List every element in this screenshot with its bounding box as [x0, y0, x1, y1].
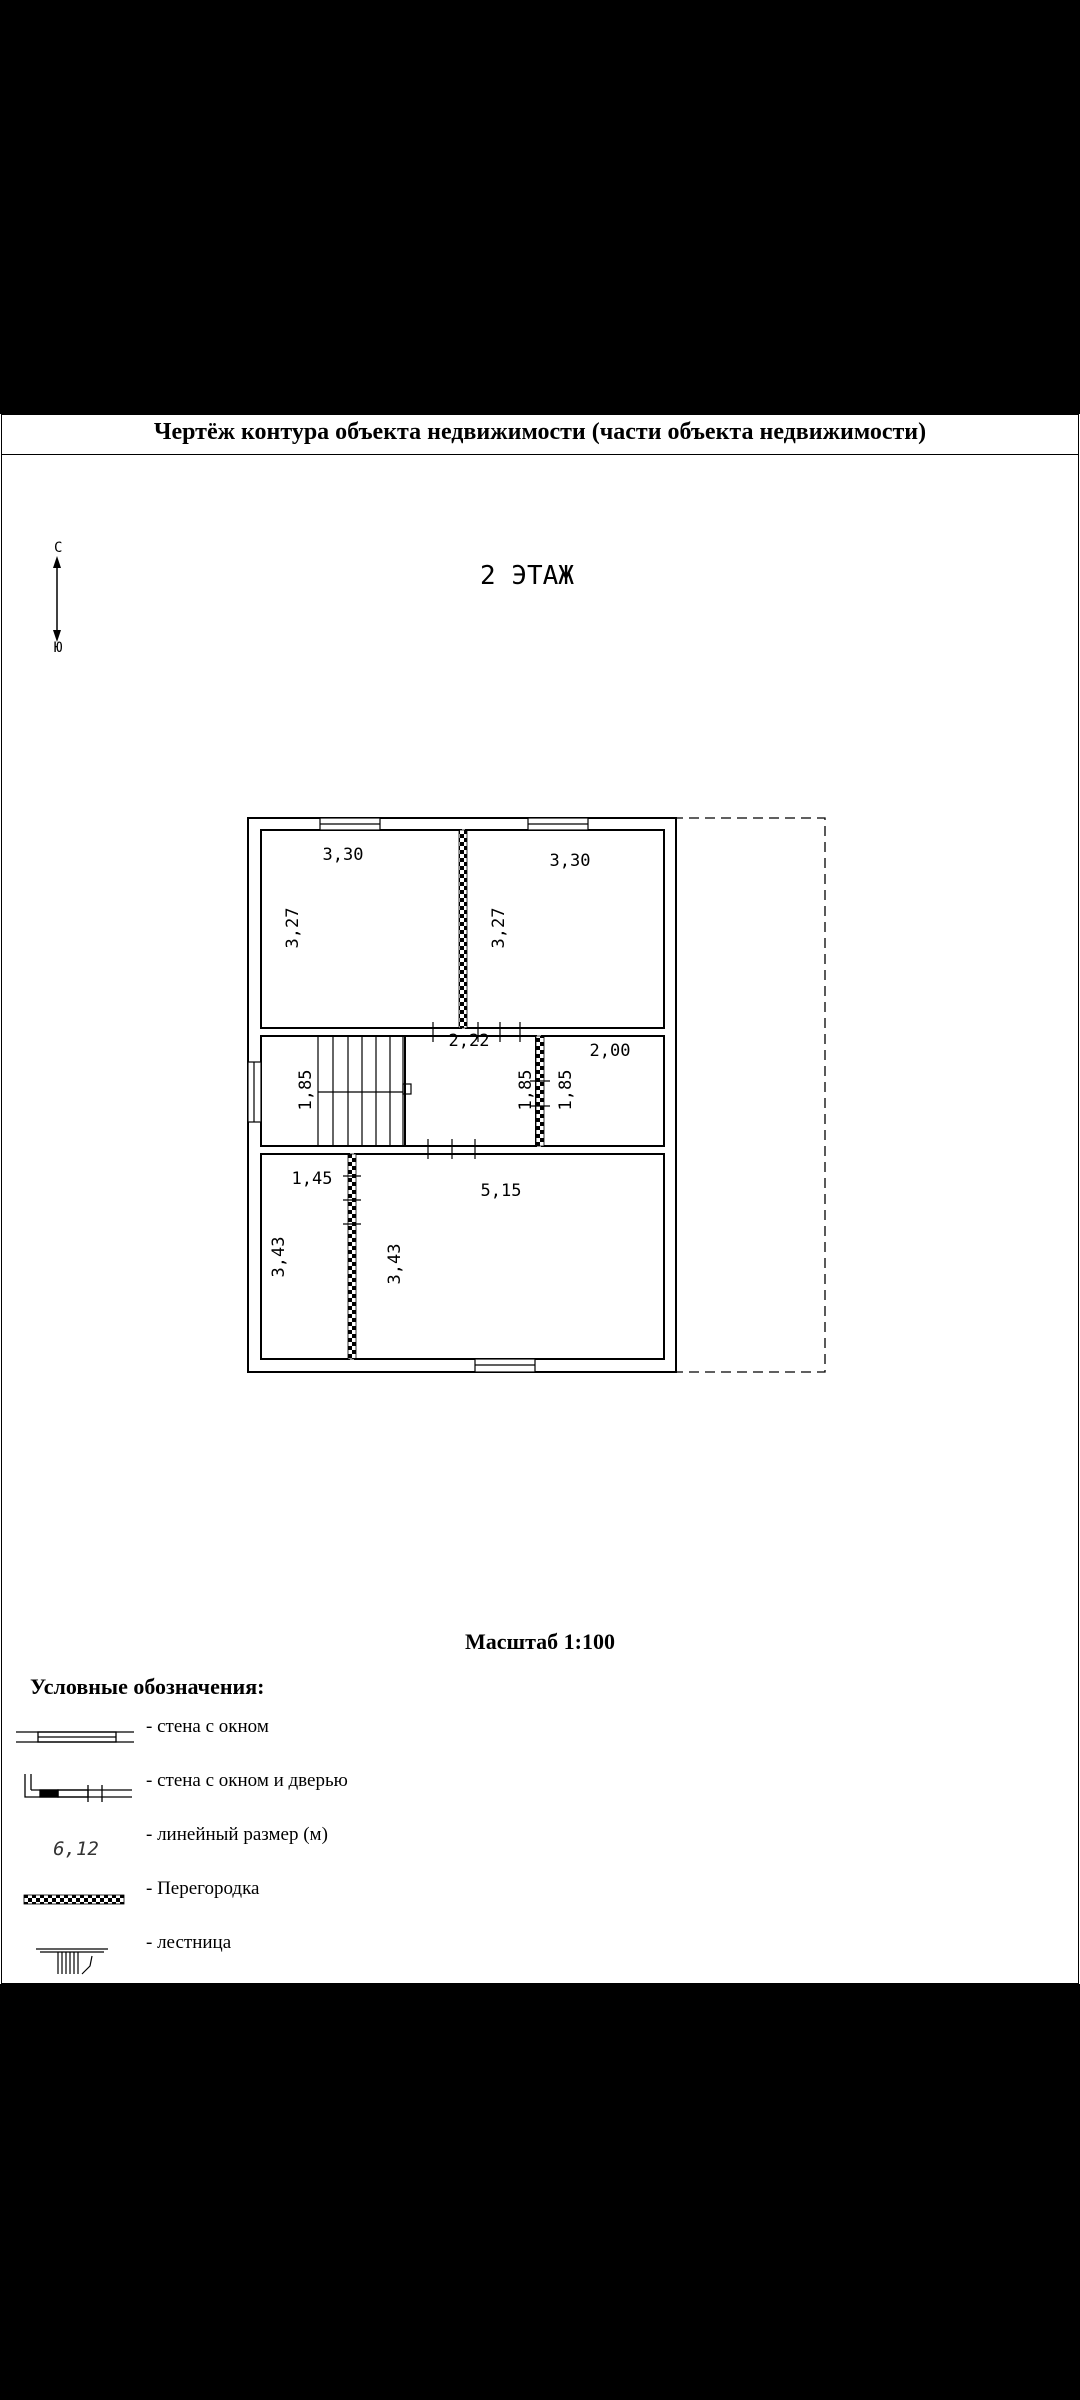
dimension-label: 1,85 [556, 1069, 576, 1111]
compass-north-label: С [54, 540, 63, 556]
floor-label: 2 ЭТАЖ [480, 561, 574, 591]
legend-label-linear-dimension: - линейный размер (м) [146, 1824, 328, 1845]
wall-with-window-icon [16, 1732, 134, 1742]
window-icon [320, 818, 380, 830]
window-icon [475, 1359, 535, 1372]
window-icon [248, 1062, 261, 1122]
legend-label-partition: - Перегородка [146, 1878, 260, 1899]
floor-plan [0, 414, 1080, 1984]
drawing-sheet [0, 414, 1080, 1984]
partition-icon [459, 830, 467, 1028]
scale-label: Масштаб 1:100 [464, 1629, 615, 1654]
dimension-label: 1,85 [296, 1069, 316, 1111]
partition-icon [348, 1154, 356, 1359]
dimension-label: 5,15 [480, 1181, 522, 1201]
compass-south-label: Ю [54, 640, 63, 656]
legend-title: Условные обозначения: [30, 1674, 265, 1699]
dimension-label: 2,22 [448, 1031, 490, 1051]
dimension-label: 1,85 [516, 1069, 536, 1111]
dimension-label: 3,30 [549, 851, 591, 871]
legend-label-wall-with-window-and-door: - стена с окном и дверью [146, 1770, 348, 1791]
window-icon [528, 818, 588, 830]
dimension-label: 3,27 [489, 907, 509, 949]
legend-label-stairs: - лестница [146, 1932, 232, 1953]
linear-dimension-icon: 6,12 [53, 1838, 99, 1860]
dimension-label: 3,43 [385, 1243, 405, 1285]
terrace-outline [673, 818, 825, 1372]
compass-icon [53, 540, 63, 656]
dimension-label: 1,45 [291, 1169, 333, 1189]
dimension-label: 2,00 [589, 1041, 631, 1061]
partition-icon [24, 1895, 124, 1904]
stairs-icon [36, 1949, 108, 1974]
legend-label-wall-with-window: - стена с окном [146, 1716, 269, 1737]
dimension-label: 3,30 [322, 845, 364, 865]
stairs-icon [318, 1036, 411, 1146]
wall-with-window-and-door-icon [25, 1774, 132, 1802]
partition-icon [536, 1036, 544, 1146]
dimension-label: 3,27 [283, 907, 303, 949]
dimension-label: 3,43 [269, 1236, 289, 1278]
drawing-title: Чертёж контура объекта недвижимости (части объекта недвижимости) [1, 414, 1079, 455]
